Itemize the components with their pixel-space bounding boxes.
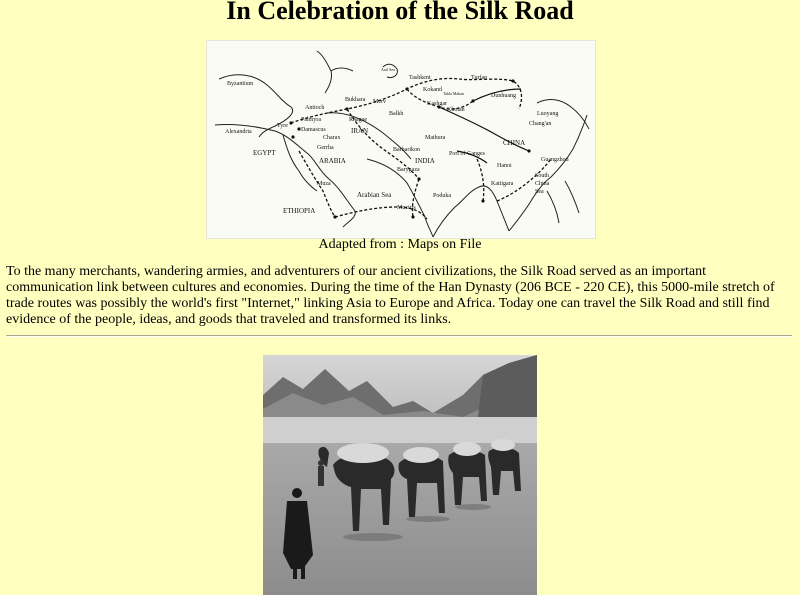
map-caption: Adapted from : Maps on File (318, 237, 482, 252)
silk-road-map (206, 40, 596, 239)
label-byzantium: Byzantium (227, 81, 254, 87)
label-rhagae: Rhagae (349, 117, 367, 123)
label-tyre: Tyre (277, 123, 288, 129)
label-muziris: Muziris (397, 205, 416, 211)
label-tashkent: Tashkent (409, 75, 431, 81)
label-gerrha: Gerrha (317, 145, 334, 151)
label-kattigara: Kattigara (491, 181, 514, 187)
label-south-china-sea-china: China (535, 181, 550, 187)
camel-caravan-photo (263, 355, 537, 595)
label-luoyang: Luoyang (537, 111, 559, 117)
section-divider (6, 335, 792, 337)
map-drawing (207, 41, 595, 238)
label-dunhuang: Dunhuang (491, 93, 516, 99)
label-barygaza: Barygaza (397, 167, 420, 173)
label-kokand: Kokand (423, 87, 442, 93)
label-mathura: Mathura (425, 135, 446, 141)
label-hanoi: Hanoi (497, 163, 512, 169)
label-changan: Chang'an (529, 121, 552, 127)
label-takla-makan: Takla Makan (443, 91, 464, 96)
label-south-china-sea-sea: Sea (535, 189, 544, 195)
label-charax: Charax (323, 135, 341, 141)
label-arabian-sea: Arabian Sea (357, 191, 392, 199)
label-turfan: Turfan (471, 75, 488, 81)
intro-paragraph: To the many merchants, wandering armies, and adventurers of our ancient civilizations, the Silk Road served as an important communication link between cultures and economies. During the time of the Han Dynasty (206 BCE - 220 CE), this 5000-mile stretch of trade routes was possibly the world's first "Internet," linking Asia to Europe and Africa. Today one can travel the Silk Road and still find evidence of the people, ideas, and goods that traveled and transformed its links. (6, 264, 775, 327)
label-port-of-ganges: Port of Ganges (449, 151, 485, 157)
label-bukhara: Bukhara (345, 97, 366, 103)
label-palmyra: Palmyra (301, 117, 321, 123)
label-arabia: ARABIA (319, 157, 346, 165)
label-antioch: Antioch (305, 105, 325, 111)
label-aral-sea: Aral Sea (381, 67, 395, 72)
label-kashgar: Kashgar (427, 101, 447, 107)
label-muza: Muza (317, 181, 331, 187)
label-china: CHINA (503, 139, 526, 147)
label-alexandria: Alexandria (225, 129, 252, 135)
label-south-china-sea-south: South (535, 173, 550, 179)
page-title: In Celebration of the Silk Road (226, 0, 574, 25)
label-india: INDIA (415, 157, 435, 165)
label-damascus: Damascus (301, 127, 326, 133)
label-ethiopia: ETHIOPIA (283, 207, 316, 215)
label-guangzhou: Guangzhou (541, 157, 569, 163)
label-iran: IRAN (351, 127, 369, 135)
label-balkh: Balkh (389, 111, 404, 117)
label-egypt: EGYPT (253, 149, 276, 157)
label-merv: Merv (373, 99, 386, 105)
photo-drawing (263, 355, 537, 595)
label-poduka: Poduka (433, 193, 451, 199)
label-barbarikon: Barbarikon (393, 147, 420, 153)
label-khotan: Khotan (447, 107, 465, 113)
